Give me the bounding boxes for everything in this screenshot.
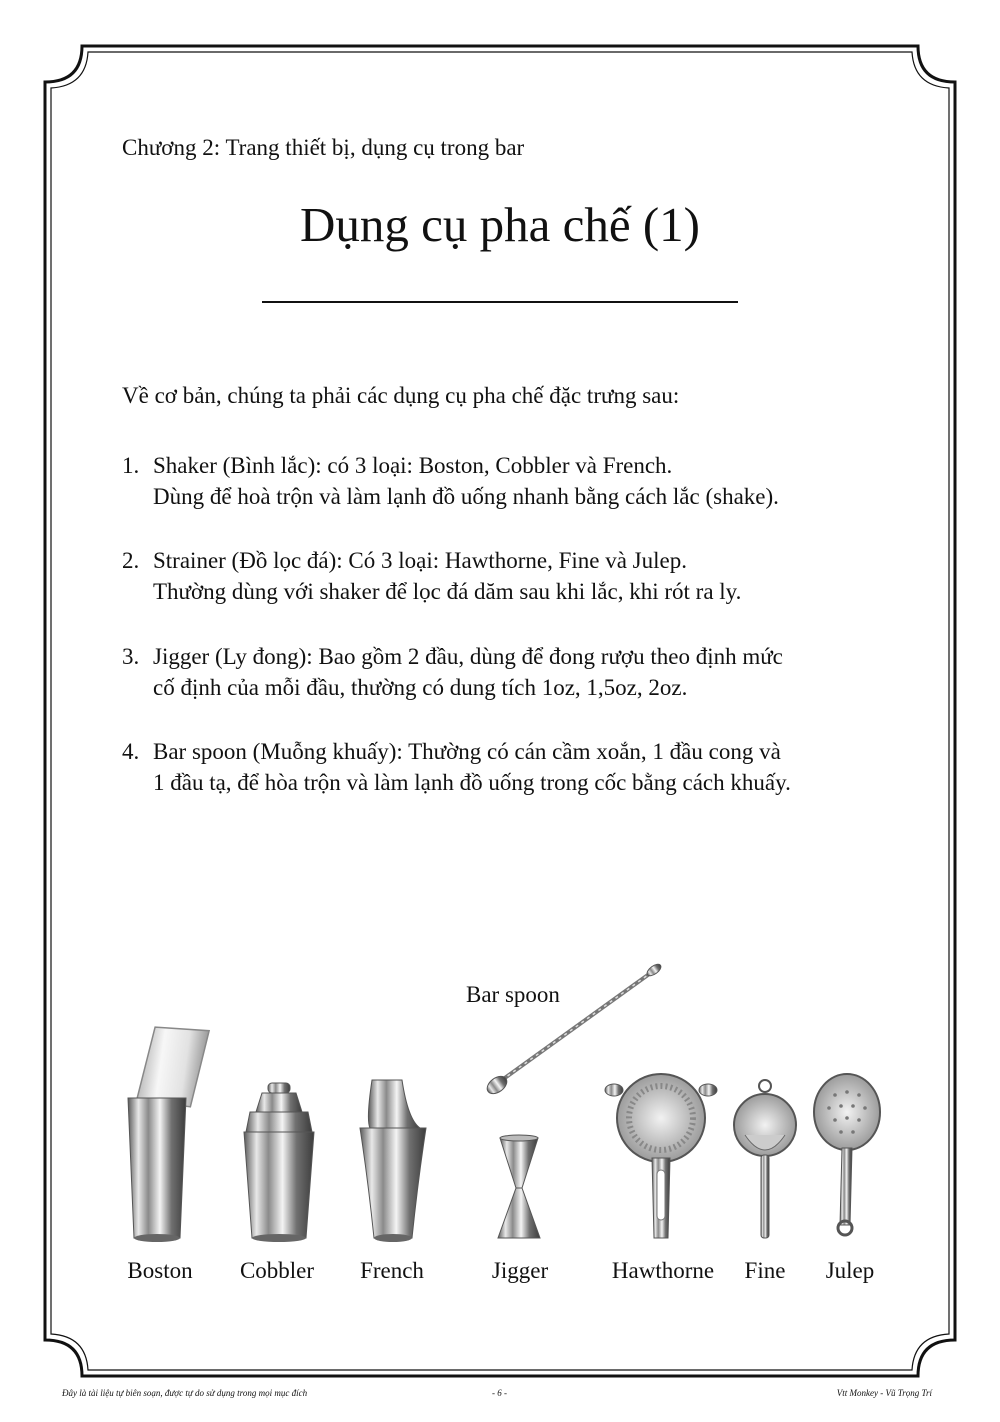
page-number: - 6 - — [492, 1388, 507, 1398]
list-number: 4. — [122, 739, 140, 764]
footer-note: Đây là tài liệu tự biên soạn, được tự do sử dụng trong mọi mục đích — [62, 1388, 308, 1398]
french-shaker-image — [360, 1080, 426, 1242]
list-item-line: Dùng để hoà trộn và làm lạnh đồ uống nhanh bằng cách lắc (shake). — [153, 484, 779, 509]
intro-text: Về cơ bản, chúng ta phải các dụng cụ pha chế đặc trưng sau: — [122, 383, 680, 408]
jigger-image — [498, 1135, 540, 1238]
list-number: 1. — [122, 453, 140, 478]
fine-strainer-image — [734, 1080, 796, 1238]
footer-author: Vtt Monkey - Vũ Trọng Trí — [836, 1388, 932, 1398]
list-number: 3. — [122, 644, 140, 669]
list-item-line: Jigger (Ly đong): Bao gồm 2 đầu, dùng để đong rượu theo định mức — [153, 644, 783, 669]
cobbler-shaker-image — [244, 1083, 314, 1242]
page-title: Dụng cụ pha chế (1) — [299, 197, 700, 252]
bar-spoon-caption: Bar spoon — [466, 982, 560, 1007]
list-item-line: Bar spoon (Muỗng khuấy): Thường có cán cầm xoắn, 1 đầu cong và — [153, 739, 781, 764]
boston-caption: Boston — [127, 1258, 193, 1283]
julep-strainer-image — [814, 1074, 880, 1235]
fine-caption: Fine — [744, 1258, 786, 1283]
boston-shaker-image — [128, 1022, 209, 1242]
jigger-caption: Jigger — [491, 1258, 549, 1283]
hawthorne-caption: Hawthorne — [611, 1258, 715, 1283]
list-item-line: Thường dùng với shaker để lọc đá dăm sau khi lắc, khi rót ra ly. — [153, 579, 742, 604]
french-caption: French — [360, 1258, 424, 1283]
list-item-line: cố định của mỗi đầu, thường có dung tích 1oz, 1,5oz, 2oz. — [153, 675, 688, 700]
julep-caption: Julep — [825, 1258, 875, 1283]
list-item-line: Strainer (Đồ lọc đá): Có 3 loại: Hawthorne, Fine và Julep. — [153, 548, 687, 573]
list-item-line: 1 đầu tạ, để hòa trộn và làm lạnh đồ uống trong cốc bằng cách khuấy. — [153, 770, 791, 795]
list-item-line: Shaker (Bình lắc): có 3 loại: Boston, Cobbler và French. — [153, 453, 673, 478]
list-number: 2. — [122, 548, 140, 573]
cobbler-caption: Cobbler — [239, 1258, 315, 1283]
hawthorne-strainer-image — [605, 1074, 717, 1238]
chapter-heading: Chương 2: Trang thiết bị, dụng cụ trong bar — [122, 135, 525, 160]
